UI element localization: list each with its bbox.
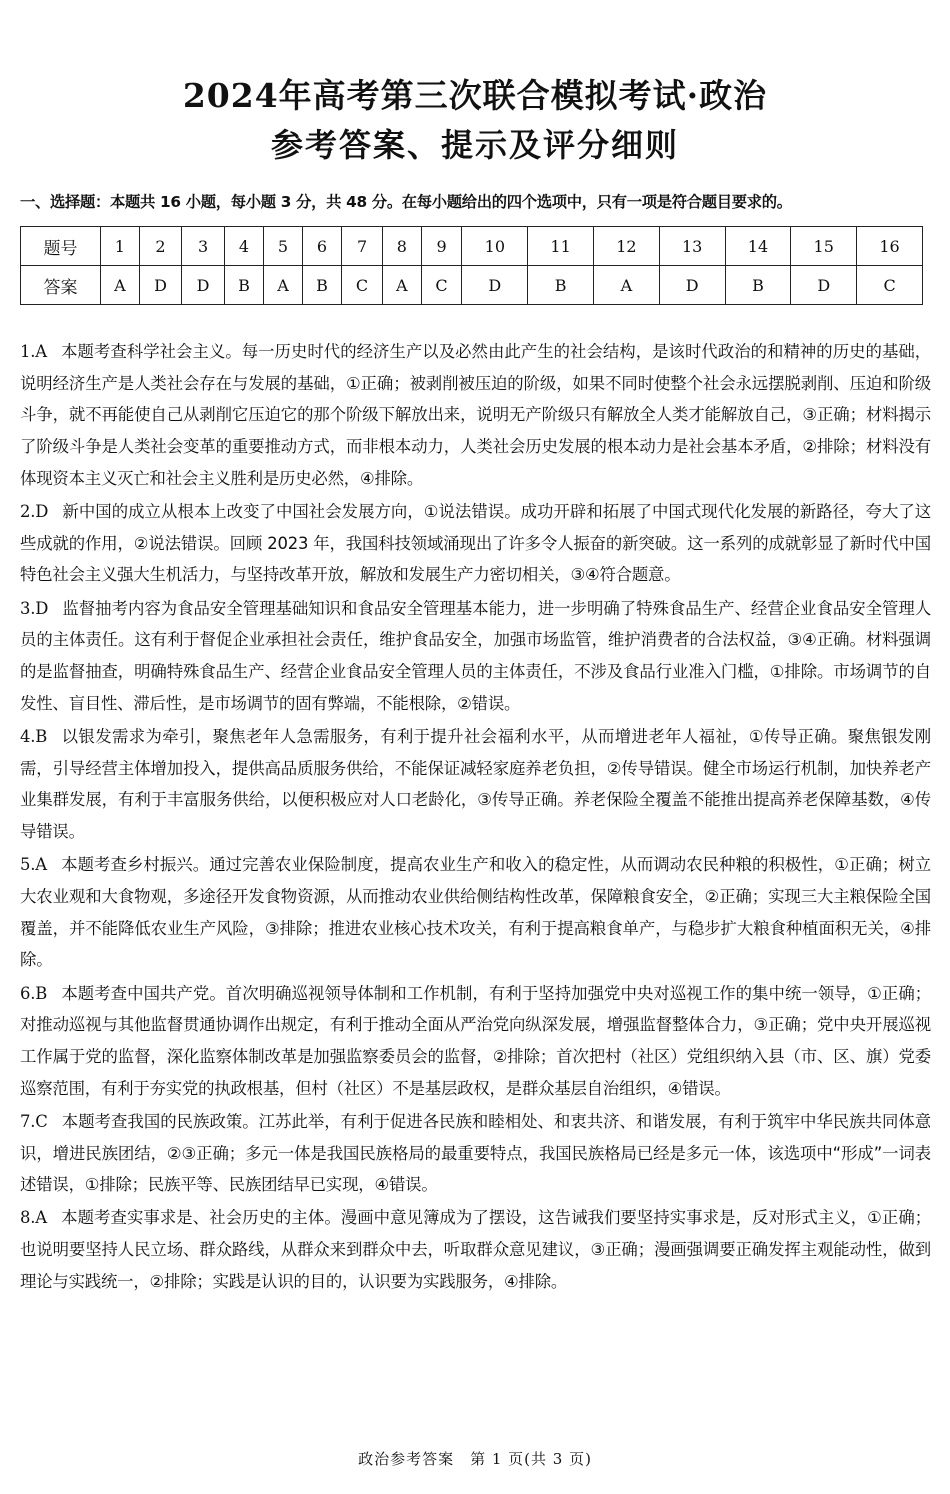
answer-cell: D	[791, 266, 857, 305]
question-number-cell: 3	[182, 227, 225, 266]
item-text: 本题考查我国的民族政策。江苏此举，有利于促进各民族和睦相处、和衷共济、和谐发展，有利于筑牢中华民族共同体意识，增进民族团结，②③正确；多元一体是我国民族格局的最重要特点，我国民族格局已经是多元一体，该选项中“形成”一词表述错误，①排除；民族平等、民族团结早已实现，④错误。	[20, 1111, 931, 1195]
item-text: 本题考查乡村振兴。通过完善农业保险制度，提高农业生产和收入的稳定性，从而调动农民种粮的积极性，①正确；树立大农业观和大食物观，多途径开发食物资源，从而推动农业供给侧结构性改革，保障粮食安全，②正确；实现三大主粮保险全国覆盖，并不能降低农业生产风险，③排除；推进农业核心技术攻关，有利于提高粮食单产，与稳步扩大粮食种植面积无关，④排除。	[20, 855, 931, 970]
question-number-cell: 5	[264, 227, 303, 266]
item-label: 2.D	[20, 502, 49, 522]
answer-cell: A	[264, 266, 303, 305]
answer-cell: D	[462, 266, 528, 305]
question-number-cell: 6	[302, 227, 341, 266]
item-text: 本题考查实事求是、社会历史的主体。漫画中意见簿成为了摆设，这告诫我们要坚持实事求是，反对形式主义，①正确；也说明要坚持人民立场、群众路线，从群众来到群众中去，听取群众意见建议，③正确；漫画强调要正确发挥主观能动性，做到理论与实践统一，②排除；实践是认识的目的，认识要为实践服务，④排除。	[20, 1208, 931, 1291]
answer-table-number-row	[21, 227, 923, 266]
answer-cell: D	[139, 266, 182, 305]
explanation-item-5	[20, 849, 931, 976]
explanation-item-8	[20, 1202, 931, 1297]
answer-cell: C	[342, 266, 383, 305]
item-label: 3.D	[20, 598, 49, 618]
page-footer: 政治参考答案 第 1 页(共 3 页)	[358, 1450, 592, 1468]
answer-cell: B	[302, 266, 341, 305]
question-number-cell: 1	[101, 227, 140, 266]
answer-cell: B	[224, 266, 263, 305]
item-label: 6.B	[20, 983, 48, 1003]
answer-cell: D	[659, 266, 725, 305]
question-number-cell: 4	[224, 227, 263, 266]
item-label: 7.C	[20, 1111, 48, 1131]
answer-cell: A	[382, 266, 421, 305]
question-number-cell: 13	[659, 227, 725, 266]
answer-cell: C	[857, 266, 923, 305]
item-label: 5.A	[20, 855, 47, 875]
question-number-cell: 7	[342, 227, 383, 266]
item-label: 8.A	[20, 1208, 47, 1228]
question-number-cell: 15	[791, 227, 857, 266]
answer-table	[20, 226, 923, 305]
document-title: 2024年高考第三次联合模拟考试·政治	[182, 76, 768, 115]
explanation-item-2	[20, 496, 931, 591]
explanation-list	[20, 336, 931, 1299]
section-heading: 一、选择题：本题共 16 小题，每小题 3 分，共 48 分。在每小题给出的四个选项中，只有一项是符合题目要求的。	[20, 193, 792, 211]
question-number-cell: 16	[857, 227, 923, 266]
answer-cell: C	[421, 266, 462, 305]
answer-cell: D	[182, 266, 225, 305]
item-text: 监督抽考内容为食品安全管理基础知识和食品安全管理基本能力，进一步明确了特殊食品生产、经营企业食品安全管理人员的主体责任。这有利于督促企业承担社会责任，维护食品安全，加强市场监管，维护消费者的合法权益，③④正确。材料强调的是监督抽查，明确特殊食品生产、经营企业食品安全管理人员的主体责任，不涉及食品行业准入门槛，①排除。市场调节的自发性、盲目性、滞后性，是市场调节的固有弊端，不能根除，②错误。	[20, 598, 931, 713]
answer-cell: A	[594, 266, 660, 305]
item-label: 1.A	[20, 342, 47, 361]
explanation-item-1	[20, 336, 931, 495]
answer-cell: B	[528, 266, 594, 305]
question-number-cell: 10	[462, 227, 528, 266]
question-number-cell: 12	[594, 227, 660, 266]
explanation-item-3	[20, 593, 931, 720]
item-label: 4.B	[20, 726, 48, 746]
row-header-answer: 答案	[21, 266, 101, 305]
question-number-cell: 11	[528, 227, 594, 266]
item-text: 以银发需求为牵引，聚焦老年人急需服务，有利于提升社会福利水平，从而增进老年人福祉，①传导正确。聚焦银发刚需，引导经营主体增加投入，提供高品质服务供给，不能保证减轻家庭养老负担，②传导错误。健全市场运行机制，加快养老产业集群发展，有利于丰富服务供给，以便积极应对人口老龄化，③传导正确。养老保险全覆盖不能推出提高养老保障基数，④传导错误。	[20, 726, 931, 842]
question-number-cell: 2	[139, 227, 182, 266]
item-text: 本题考查中国共产党。首次明确巡视领导体制和工作机制，有利于坚持加强党中央对巡视工作的集中统一领导，①正确；对推动巡视与其他监督贯通协调作出规定，有利于推动全面从严治党向纵深发展，增强监督整体合力，③正确；党中央开展巡视工作属于党的监督，深化监察体制改革是加强监察委员会的监督，②排除；首次把村（社区）党组织纳入县（市、区、旗）党委巡察范围，有利于夯实党的执政根基，但村（社区）不是基层政权，是群众基层自治组织，④错误。	[20, 983, 931, 1098]
question-number-cell: 14	[725, 227, 791, 266]
answer-table-answer-row	[21, 266, 923, 305]
explanation-item-4	[20, 721, 931, 848]
answer-cell: A	[101, 266, 140, 305]
explanation-item-6	[20, 978, 931, 1105]
item-text: 新中国的成立从根本上改变了中国社会发展方向，①说法错误。成功开辟和拓展了中国式现代化发展的新路径，夸大了这些成就的作用，②说法错误。回顾 2023 年，我国科技领域涌现出了许多令人振奋的新突破。这一系列的成就彰显了新时代中国特色社会主义强大生机活力，与坚持改革开放，解放和发展生产力密切相关，③④符合题意。	[20, 502, 931, 585]
document-subtitle: 参考答案、提示及评分细则	[270, 126, 679, 164]
explanation-item-7	[20, 1106, 931, 1201]
item-text: 本题考查科学社会主义。每一历史时代的经济生产以及必然由此产生的社会结构，是该时代政治的和精神的历史的基础，说明经济生产是人类社会存在与发展的基础，①正确；被剥削被压迫的阶级，如果不同时使整个社会永远摆脱剥削、压迫和阶级斗争，就不再能使自己从剥削它压迫它的那个阶级下解放出来，说明无产阶级只有解放全人类才能解放自己，③正确；材料揭示了阶级斗争是人类社会变革的重要推动方式，而非根本动力，人类社会历史发展的根本动力是社会基本矛盾，②排除；材料没有体现资本主义灭亡和社会主义胜利是历史必然，④排除。	[20, 342, 931, 488]
question-number-cell: 9	[421, 227, 462, 266]
answer-cell: B	[725, 266, 791, 305]
row-header-number: 题号	[21, 227, 101, 266]
question-number-cell: 8	[382, 227, 421, 266]
